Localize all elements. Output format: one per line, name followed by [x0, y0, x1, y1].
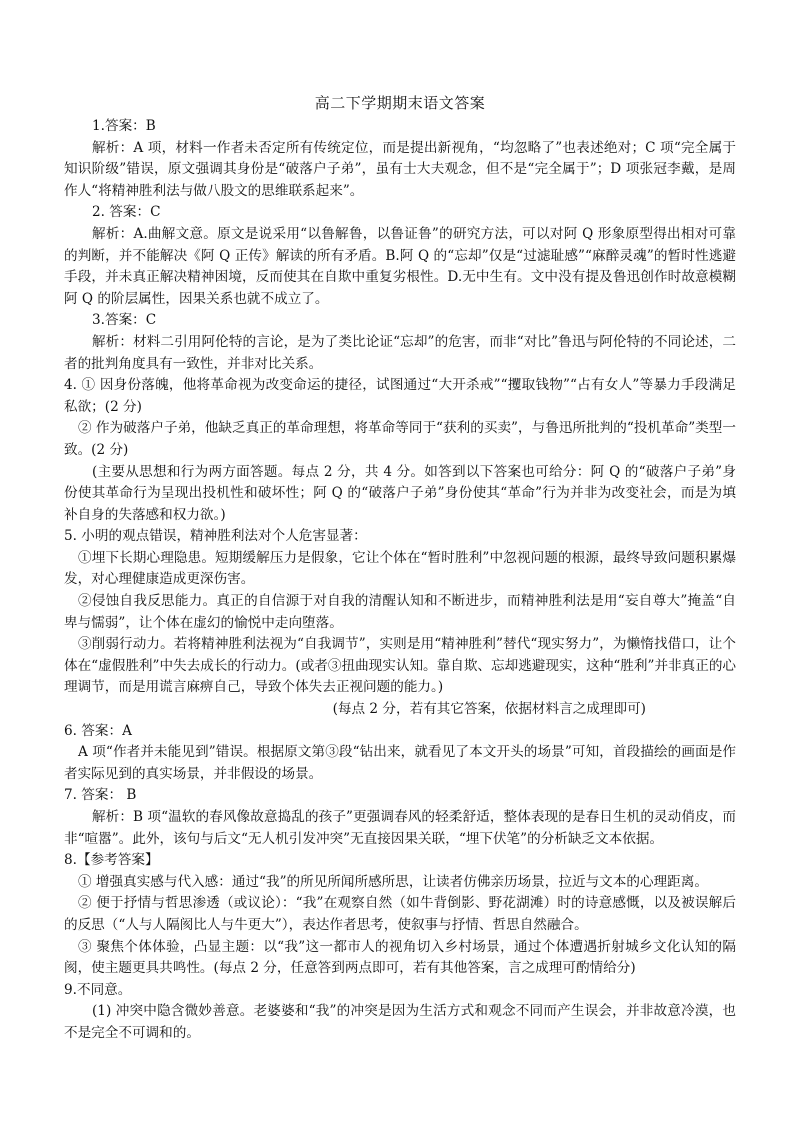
explanation-line: 解析：B 项“温软的春风像故意捣乱的孩子”更强调春风的轻柔舒适，整体表现的是春日生机的灵动俏皮，而非“喧嚣”。此外，该句与后文“无人机引发冲突”无直接因果关联，“埋下伏笔”的分析缺乏文本依据。 [64, 809, 736, 847]
question-5 [64, 526, 736, 720]
answer-line: 1.答案：B [92, 118, 156, 134]
question-2 [64, 202, 736, 310]
explanation-line: 解析：材料二引用阿伦特的言论，是为了类比论证“忘却”的危害，而非“对比”鲁迅与阿伦特的不同论述，二者的批判角度具有一致性，并非对比关系。 [64, 333, 736, 372]
answer-line: 3.答案：C [92, 312, 157, 329]
answer-point-1: ①埋下长期心理隐患。短期缓解压力是假象，它让个体在“暂时胜利”中忽视问题的根源，最终导致问题积累爆发，对心理健康造成更深伤害。 [64, 549, 736, 588]
question-9 [64, 980, 736, 1045]
answer-heading: 8.【参考答案】 [64, 852, 159, 869]
answer-point-1: ① 增强真实感与代入感：通过“我”的所见所闻所感所思，让读者仿佛亲历场景，拉近与文本的心理距离。 [78, 873, 708, 890]
answer-point-1: 4. ① 因身份落魄，他将革命视为改变命运的捷径，试图通过“大开杀戒”“攫取钱物”“占有女人”等暴力手段满足私欲；(2 分) [64, 377, 736, 415]
explanation-line: 解析：A 项，材料一作者未否定所有传统定位，而是提出新视角，“均忽略了”也表述绝对；C 项“完全属于知识阶级”错误，原文强调其身份是“破落户子弟”，虽有士大夫观念，但不是“完全属于”；D 项张冠李戴，是周作人“将精神胜利法与做八股文的思维联系起来”。 [64, 139, 736, 199]
explanation-line: A 项“作者并未能见到”错误。根据原文第③段“钻出来，就看见了本文开头的场景”可知，首段描绘的画面是作者实际见到的真实场景，并非假设的场景。 [64, 744, 736, 782]
scoring-note: (主要从思想和行为两方面答题。每点 2 分，共 4 分。如答到以下答案也可给分：阿 Q 的“破落户子弟”身份使其革命行为呈现出投机性和破坏性；阿 Q 的“破落户子弟”身份使其“革命”行为并非为改变社会，而是为填补自身的失落感和权力欲。) [64, 463, 736, 523]
answer-line: 9.不同意。 [64, 981, 132, 998]
answer-point-3: ③削弱行动力。若将精神胜利法视为“自我调节”，实则是用“精神胜利”替代“现实努力”，为懒惰找借口，让个体在“虚假胜利”中失去成长的行动力。(或者③扭曲现实认知。靠自欺、忘却逃避现实，这种“胜利”并非真正的心理调节，而是用谎言麻痹自己，导致个体失去正视问题的能力。) [64, 636, 737, 696]
question-6 [64, 721, 736, 786]
question-4 [64, 375, 736, 526]
explanation-line: 解析：A.曲解文意。原文是说采用“以鲁解鲁，以鲁证鲁”的研究方法，可以对阿 Q 形象原型得出相对可靠的判断，并不能解决《阿 Q 正传》解读的所有矛盾。B.阿 Q 的“忘却”仅是“过滤耻感”“麻醉灵魂”的暂时性逃避手段，并未真正解决精神困境，反而使其在自欺中重复劣根性。D.无中生有。文中没有提及鲁迅创作时故意模糊阿 Q 的阶层属性，因果关系也就不成立了。 [64, 225, 736, 307]
answer-point-3: ③ 聚焦个体体验，凸显主题：以“我”这一都市人的视角切入乡村场景，通过个体遭遇折射城乡文化认知的隔阂，使主题更具共鸣性。(每点 2 分，任意答到两点即可，若有其他答案，言之成理可酌情给分) [64, 938, 736, 977]
answer-line: 6. 答案：A [64, 722, 132, 739]
answer-point-2: ②侵蚀自我反思能力。真正的自信源于对自我的清醒认知和不断进步，而精神胜利法是用“妄自尊大”掩盖“自卑与懦弱”，让个体在虚幻的愉悦中走向堕落。 [64, 593, 736, 631]
answer-point-2: ② 便于抒情与哲思渗透（或议论）：“我”在观察自然（如牛背倒影、野花湖滩）时的诗意感慨，以及被误解后的反思（“人与人隔阂比人与牛更大”），表达作者思考，使叙事与抒情、哲思自然融合。 [64, 895, 736, 933]
document-title: 高二下学期期末语文答案 [314, 94, 486, 112]
scoring-note: (每点 2 分，若有其它答案，依据材料言之成理即可) [332, 701, 646, 718]
answer-point-1: (1) 冲突中隐含微妙善意。老婆婆和“我”的冲突是因为生活方式和观念不同而产生误会，并非故意冷漠，也不是完全不可调和的。 [64, 1003, 736, 1041]
answer-line: 2. 答案：C [92, 204, 161, 221]
question-1 [64, 116, 736, 202]
question-8 [64, 850, 736, 980]
question-7 [64, 785, 736, 850]
question-3 [64, 310, 736, 375]
answer-point-2: ② 作为破落户子弟，他缺乏真正的革命理想，将革命等同于“获利的买卖”，与鲁迅所批判的“投机革命”类型一致。(2 分) [64, 420, 736, 458]
answer-line: 7. 答案： B [64, 787, 137, 804]
answer-line: 5. 小明的观点错误，精神胜利法对个人危害显著： [64, 528, 367, 545]
